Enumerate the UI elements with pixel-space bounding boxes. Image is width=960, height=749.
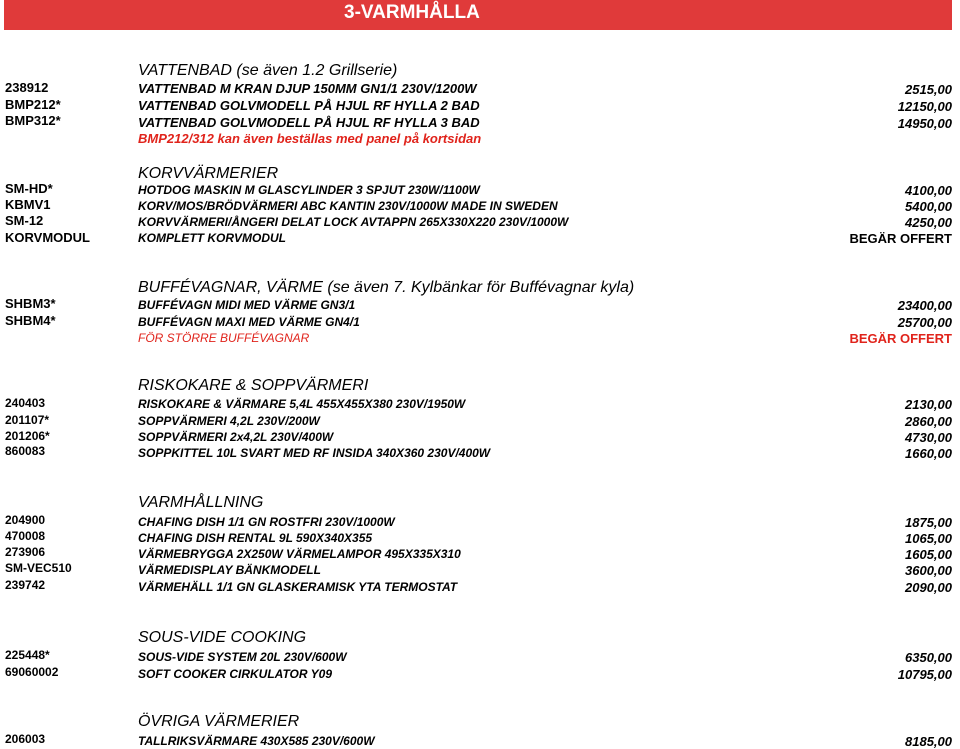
product-code: 69060002 xyxy=(5,665,59,679)
section-title-sous-vide: SOUS-VIDE COOKING xyxy=(138,629,307,646)
product-description: BUFFÉVAGN MAXI MED VÄRME GN4/1 xyxy=(138,315,360,329)
section-title-riskokare: RISKOKARE & SOPPVÄRMERI xyxy=(138,377,369,394)
product-code: 240403 xyxy=(5,396,46,410)
section-title-varmhallning: VARMHÅLLNING xyxy=(138,494,264,511)
product-price: BEGÄR OFFERT xyxy=(849,231,952,246)
product-code: 201107* xyxy=(5,413,50,427)
product-code: 860083 xyxy=(5,444,46,458)
product-code: 470008 xyxy=(5,529,46,543)
product-price: 1065,00 xyxy=(905,531,952,546)
section-note: FÖR STÖRRE BUFFÉVAGNAR xyxy=(138,331,310,345)
section-title-korvvarmerier: KORVVÄRMERIER xyxy=(138,165,279,182)
product-price: 3600,00 xyxy=(905,563,952,578)
product-price: 2130,00 xyxy=(905,397,952,412)
product-description: SOUS-VIDE SYSTEM 20L 230V/600W xyxy=(138,650,347,664)
product-price: 25700,00 xyxy=(897,315,952,330)
product-price: 6350,00 xyxy=(905,650,952,665)
product-description: KORVVÄRMERI/ÅNGERI DELAT LOCK AVTAPPN 265X330X220 230V/1000W xyxy=(138,215,569,229)
product-description: VATTENBAD GOLVMODELL PÅ HJUL RF HYLLA 3 BAD xyxy=(138,115,480,130)
product-description: KOMPLETT KORVMODUL xyxy=(138,231,286,245)
product-description: SOPPVÄRMERI 4,2L 230V/200W xyxy=(138,414,320,428)
product-code: 239742 xyxy=(5,578,46,592)
product-price: 12150,00 xyxy=(897,99,952,114)
product-code: 273906 xyxy=(5,545,46,559)
section-title-buffevagnar: BUFFÉVAGNAR, VÄRME (se även 7. Kylbänkar för Buffévagnar kyla) xyxy=(138,279,635,296)
section-title-vattenbad: VATTENBAD (se även 1.2 Grillserie) xyxy=(138,62,398,79)
product-code: KBMV1 xyxy=(5,197,51,212)
product-code: SM-12 xyxy=(5,213,44,228)
product-price: 1660,00 xyxy=(905,446,952,461)
product-description: BUFFÉVAGN MIDI MED VÄRME GN3/1 xyxy=(138,298,356,312)
product-price: BEGÄR OFFERT xyxy=(849,331,952,346)
product-code: 238912 xyxy=(5,80,49,95)
product-description: VATTENBAD GOLVMODELL PÅ HJUL RF HYLLA 2 BAD xyxy=(138,98,480,113)
section-note: BMP212/312 kan även beställas med panel på kortsidan xyxy=(138,131,482,146)
product-description: VATTENBAD M KRAN DJUP 150MM GN1/1 230V/1200W xyxy=(138,81,477,96)
section-title-ovriga: ÖVRIGA VÄRMERIER xyxy=(138,713,300,730)
product-code: 201206* xyxy=(5,429,50,443)
product-price: 1875,00 xyxy=(905,515,952,530)
product-description: SOFT COOKER CIRKULATOR Y09 xyxy=(138,667,333,681)
product-code: 206003 xyxy=(5,732,46,746)
product-price: 4100,00 xyxy=(905,183,952,198)
product-description: HOTDOG MASKIN M GLASCYLINDER 3 SPJUT 230W/1100W xyxy=(138,183,480,197)
product-code: SHBM4* xyxy=(5,313,56,328)
product-price: 2090,00 xyxy=(905,580,952,595)
product-price: 1605,00 xyxy=(905,547,952,562)
product-code: 204900 xyxy=(5,513,46,527)
header-banner xyxy=(4,0,952,30)
product-price: 5400,00 xyxy=(905,199,952,214)
product-code: KORVMODUL xyxy=(5,230,90,245)
product-description: KORV/MOS/BRÖDVÄRMERI ABC KANTIN 230V/1000W MADE IN SWEDEN xyxy=(138,199,558,213)
product-description: CHAFING DISH 1/1 GN ROSTFRI 230V/1000W xyxy=(138,515,395,529)
product-description: SOPPKITTEL 10L SVART MED RF INSIDA 340X360 230V/400W xyxy=(138,446,491,460)
product-code: BMP312* xyxy=(5,113,61,128)
product-price: 4730,00 xyxy=(905,430,952,445)
product-price: 8185,00 xyxy=(905,734,952,749)
product-price: 10795,00 xyxy=(897,667,952,682)
product-price: 4250,00 xyxy=(905,215,952,230)
product-code: 225448* xyxy=(5,648,50,662)
product-description: VÄRMEDISPLAY BÄNKMODELL xyxy=(138,563,321,577)
page-title: 3-VARMHÅLLA xyxy=(344,2,480,23)
product-price: 2515,00 xyxy=(905,82,952,97)
product-price: 14950,00 xyxy=(897,116,952,131)
product-code: SM-VEC510 xyxy=(5,561,72,575)
product-description: SOPPVÄRMERI 2x4,2L 230V/400W xyxy=(138,430,334,444)
product-code: SM-HD* xyxy=(5,181,53,196)
product-price: 2860,00 xyxy=(905,414,952,429)
product-description: RISKOKARE & VÄRMARE 5,4L 455X455X380 230V/1950W xyxy=(138,397,466,411)
product-description: CHAFING DISH RENTAL 9L 590X340X355 xyxy=(138,531,373,545)
product-description: TALLRIKSVÄRMARE 430X585 230V/600W xyxy=(138,734,375,748)
product-description: VÄRMEBRYGGA 2X250W VÄRMELAMPOR 495X335X310 xyxy=(138,547,461,561)
product-description: VÄRMEHÄLL 1/1 GN GLASKERAMISK YTA TERMOSTAT xyxy=(138,580,458,594)
product-code: SHBM3* xyxy=(5,296,56,311)
product-code: BMP212* xyxy=(5,97,61,112)
product-price: 23400,00 xyxy=(897,298,952,313)
